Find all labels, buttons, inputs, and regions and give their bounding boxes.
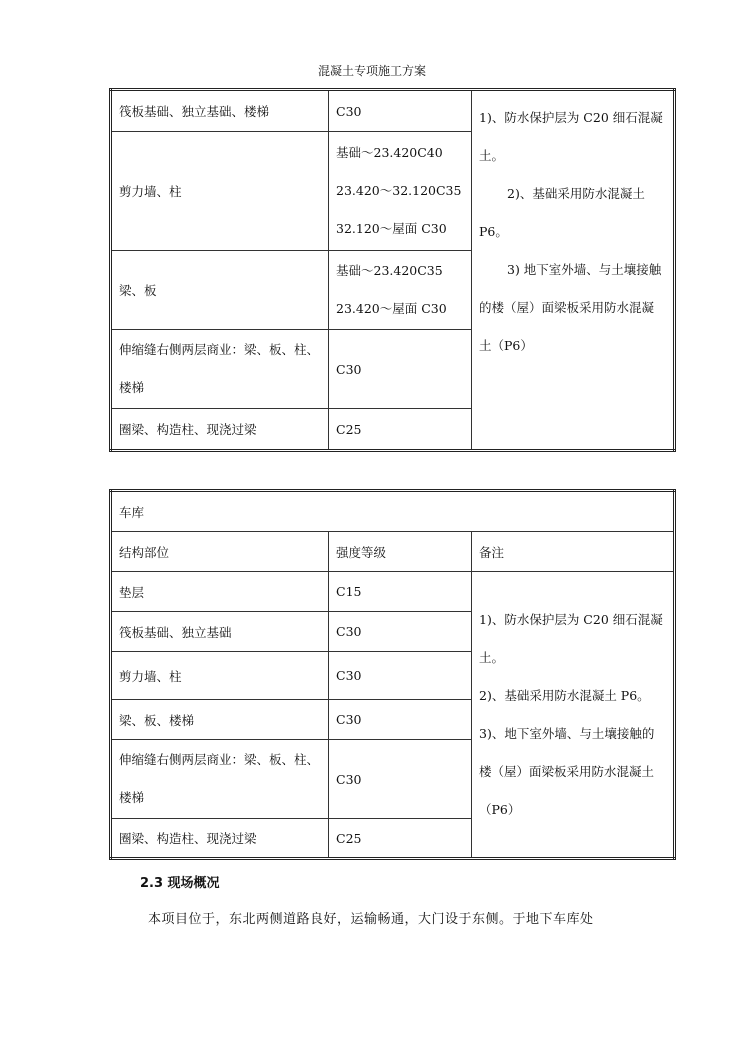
concrete-grade-table xyxy=(109,88,676,452)
grade-cell: C30 xyxy=(329,330,472,409)
remark-2: 2)、基础采用防水混凝土 P6。 xyxy=(479,687,650,703)
grade-cell xyxy=(329,251,472,330)
part-cell: 剪力墙、柱 xyxy=(111,132,329,251)
part-cell: 剪力墙、柱 xyxy=(111,652,329,700)
grade-line: 基础～23.420C40 xyxy=(336,145,443,160)
grade-line: 32.120～屋面 C30 xyxy=(336,221,447,236)
grade-cell: C30 xyxy=(329,652,472,700)
remark-3: 3)、地下室外墙、与土壤接触的楼（屋）面梁板采用防水混凝土（P6） xyxy=(479,725,655,817)
remarks-cell xyxy=(472,572,675,859)
section-heading: 2.3 现场概况 xyxy=(140,876,220,891)
part-cell: 圈梁、构造柱、现浇过梁 xyxy=(111,409,329,451)
column-header: 强度等级 xyxy=(329,532,472,572)
part-cell: 垫层 xyxy=(111,572,329,612)
grade-cell: C30 xyxy=(329,90,472,132)
part-cell: 筏板基础、独立基础 xyxy=(111,612,329,652)
table-row xyxy=(111,90,675,132)
remark-3: 3) 地下室外墙、与土壤接触的楼（屋）面梁板采用防水混凝土（P6） xyxy=(479,262,662,353)
part-cell: 梁、板、楼梯 xyxy=(111,700,329,740)
grade-cell: C30 xyxy=(329,700,472,740)
grade-line: 23.420～屋面 C30 xyxy=(336,301,447,316)
remark-1: 1)、防水保护层为 C20 细石混凝土。 xyxy=(479,110,663,163)
grade-cell: C30 xyxy=(329,740,472,819)
part-cell: 伸缩缝右侧两层商业：梁、板、柱、楼梯 xyxy=(111,740,329,819)
grade-cell: C25 xyxy=(329,819,472,859)
part-cell: 圈梁、构造柱、现浇过梁 xyxy=(111,819,329,859)
column-header: 备注 xyxy=(472,532,675,572)
grade-line: 基础～23.420C35 xyxy=(336,263,443,278)
column-header: 结构部位 xyxy=(111,532,329,572)
table-row xyxy=(111,572,675,612)
remark-1: 1)、防水保护层为 C20 细石混凝土。 xyxy=(479,611,663,665)
header-row xyxy=(111,532,675,572)
grade-cell: C15 xyxy=(329,572,472,612)
grade-cell: C25 xyxy=(329,409,472,451)
part-cell: 筏板基础、独立基础、楼梯 xyxy=(111,90,329,132)
grade-cell xyxy=(329,132,472,251)
page-header: 混凝土专项施工方案 xyxy=(317,64,426,78)
remark-2: 2)、基础采用防水混凝土 P6。 xyxy=(479,186,645,239)
grade-cell: C30 xyxy=(329,612,472,652)
grade-line: 23.420～32.120C35 xyxy=(336,183,462,198)
garage-grade-table xyxy=(109,489,676,860)
part-cell: 梁、板 xyxy=(111,251,329,330)
table-title: 车库 xyxy=(111,491,675,532)
section-paragraph: 本项目位于，东北两侧道路良好，运输畅通，大门设于东侧。于地下车库处 xyxy=(148,912,594,927)
remarks-cell xyxy=(472,90,675,451)
part-cell: 伸缩缝右侧两层商业：梁、板、柱、楼梯 xyxy=(111,330,329,409)
